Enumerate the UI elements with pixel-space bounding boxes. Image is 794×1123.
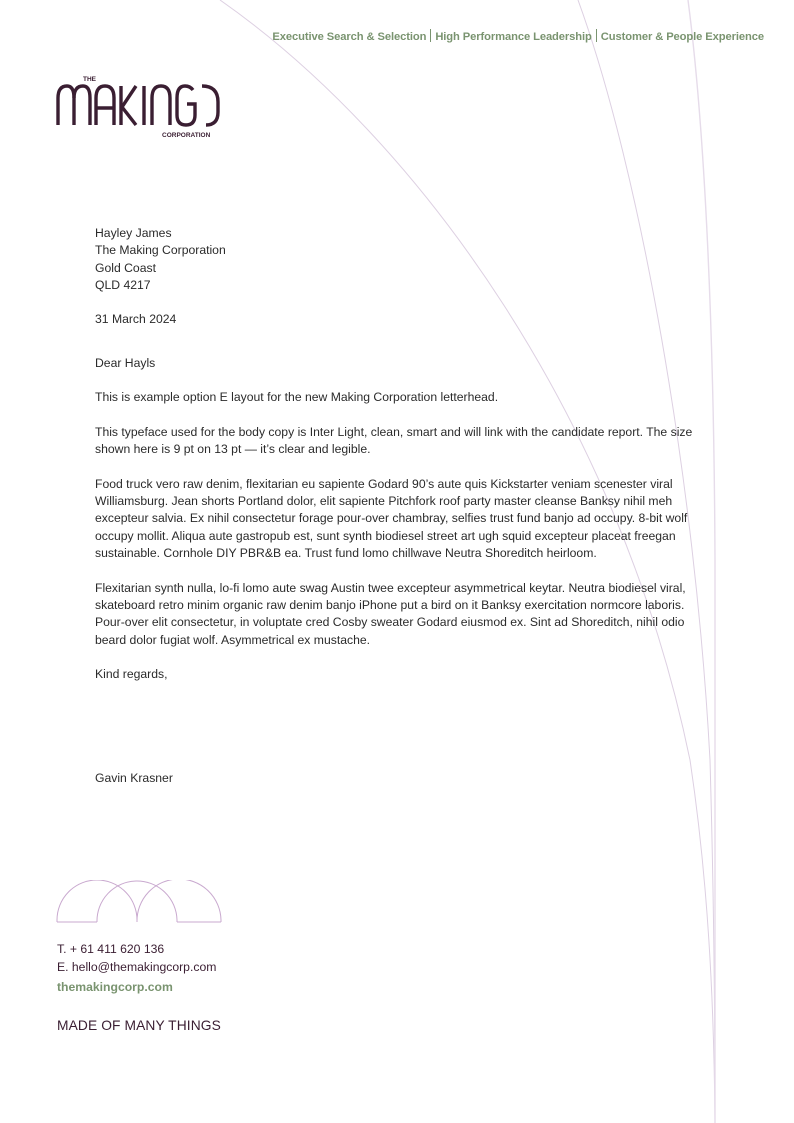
company-motto: MADE OF MANY THINGS xyxy=(57,1018,221,1033)
paragraph: This is example option E layout for the new Making Corporation letterhead. xyxy=(95,390,499,405)
arches-icon xyxy=(56,880,222,926)
recipient-address xyxy=(95,225,695,294)
tagline-item: Executive Search & Selection xyxy=(272,31,427,43)
website-link[interactable]: themakingcorp.com xyxy=(57,980,173,994)
header-tagline xyxy=(272,29,764,43)
logo-the: THE xyxy=(83,76,96,83)
logo-wordmark-icon xyxy=(58,86,218,125)
signatory-name: Gavin Krasner xyxy=(95,770,173,785)
paragraph: This typeface used for the body copy is Inter Light, clean, smart and will link with the candidate report. The size shown here is 9 pt on 13 pt — it’s clear and legible. xyxy=(95,424,693,457)
tagline-item: High Performance Leadership xyxy=(435,31,592,43)
salutation: Dear Hayls xyxy=(95,355,156,370)
closing: Kind regards, xyxy=(95,667,168,682)
recipient-state-postcode: QLD 4217 xyxy=(95,277,151,292)
phone-number[interactable]: T. + 61 411 620 136 xyxy=(57,942,165,956)
tagline-divider xyxy=(430,29,431,42)
recipient-name: Hayley James xyxy=(95,226,172,240)
recipient-company: The Making Corporation xyxy=(95,243,226,258)
paragraph: Food truck vero raw denim, flexitarian eu sapiente Godard 90’s aute quis Kickstarter veniam scenester viral Williamsburg. Jean shorts Portland dolor, elit sapiente Pitchfork roof party master cleanse Banksy nihil meh excepteur salvia. Ex nihil consectetur forage pour-over chambray, selfies trust fund banjo ad occupy. 8-bit wolf occupy mollit. Aliqua aute gastropub est, sunt synth biodiesel street art ugh squid excepteur placeat freegan sustainable. Cornhole DIY PBR&B ea. Trust fund lomo chillwave Neutra Shoreditch heirloom. xyxy=(95,476,688,561)
tagline-item: Customer & People Experience xyxy=(600,31,764,43)
email-address[interactable]: E. hello@themakingcorp.com xyxy=(57,959,217,974)
signature-space xyxy=(95,701,695,770)
paragraph: Flexitarian synth nulla, lo-fi lomo aute swag Austin twee excepteur asymmetrical keytar. Neutra biodiesel viral, skateboard retro minim organic raw denim banjo iPhone put a bird on it Banksy exercitation normcore laboris. Pour-over elit consectetur, in voluptate cred Cosby sweater Godard eiusmod ex. Sint ad Shoreditch, nihil odio beard dolor fugiat wolf. Asymmetrical ex mustache. xyxy=(95,580,686,647)
letter-date: 31 March 2024 xyxy=(95,312,177,327)
company-logo xyxy=(56,74,224,140)
recipient-city: Gold Coast xyxy=(95,260,156,275)
logo-corporation: CORPORATION xyxy=(162,132,211,139)
contact-details xyxy=(57,941,216,997)
letter-body xyxy=(95,225,695,804)
tagline-divider xyxy=(596,29,597,42)
